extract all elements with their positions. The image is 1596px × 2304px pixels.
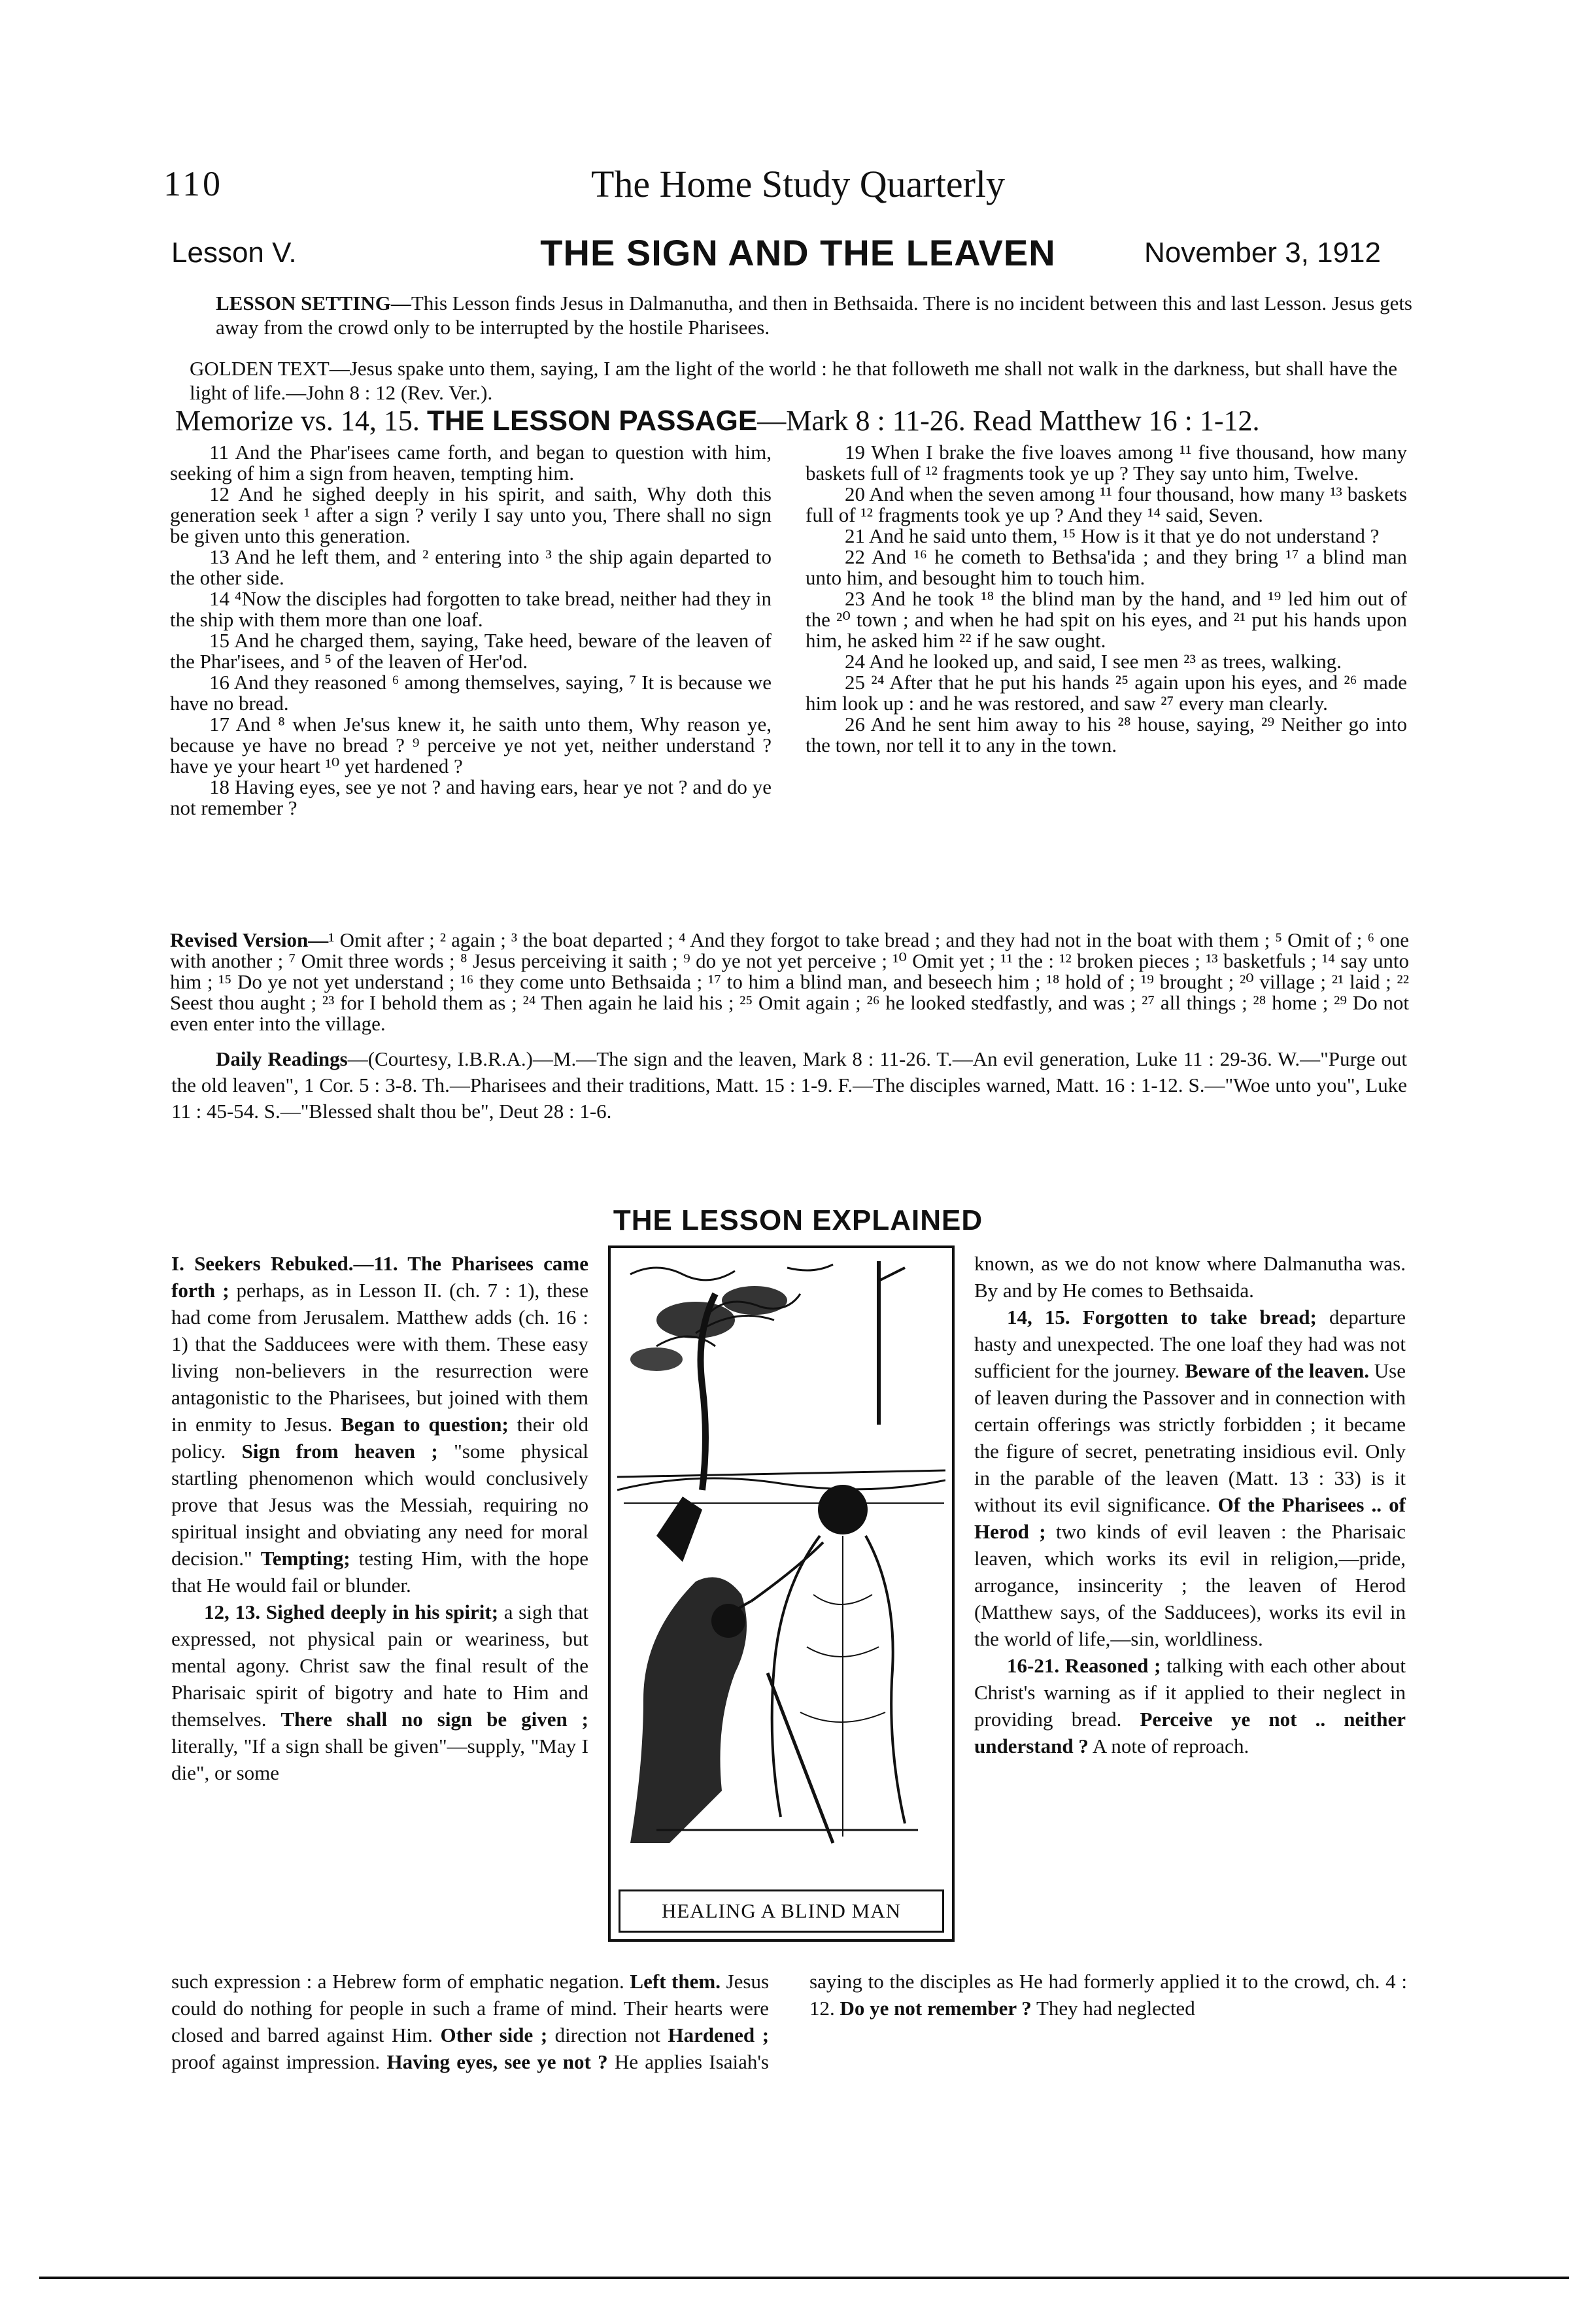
revised-version <box>170 930 1409 1034</box>
explained-text: proof against impression. <box>171 2050 387 2073</box>
golden-text-label: GOLDEN TEXT— <box>190 357 350 380</box>
verse: 11 And the Phar'isees came forth, and began to question with him, seeking of him a sign from heaven, tempting him. <box>170 441 772 484</box>
revised-version-label: Revised Version— <box>170 928 329 951</box>
footer-rule <box>39 2277 1569 2279</box>
explained-text: such expression : a Hebrew form of emphatic negation. <box>171 1970 630 1993</box>
passage-header <box>175 404 1418 437</box>
figure-caption: HEALING A BLIND MAN <box>619 1889 944 1933</box>
verse: 24 And he looked up, and said, I see men ²³ as trees, walking. <box>845 650 1342 673</box>
verse: 21 And he said unto them, ¹⁵ How is it that ye do not understand ? <box>845 524 1380 547</box>
revised-version-text: ¹ Omit after ; ² again ; ³ the boat departed ; ⁴ And they forgot to take bread ; and they had not in the boat with them ; ⁵ Omit of ; ⁶ one with another ; ⁷ Omit three words ; ⁸ Jesus perceiving it saith ; ⁹ do ye not yet perceive ; ¹⁰ Omit yet ; ¹¹ the : ¹² broken pieces ; ¹³ basketfuls ; ¹⁴ say unto him ; ¹⁵ Do ye not yet understand ; ¹⁶ they come unto Bethsaida ; ¹⁷ to him a blind man, and beseech him ; ¹⁸ hold of ; ¹⁹ brought ; ²⁰ village ; ²¹ laid ; ²² Seest thou aught ; ²³ for I behold them as ; ²⁴ Then again he laid his ; ²⁵ Omit again ; ²⁶ he looked stedfastly, and was ; ²⁷ all things ; ²⁸ home ; ²⁹ Do not even enter into the village. <box>170 928 1409 1035</box>
explained-term: Of the Pharisees .. of Herod ; <box>974 1493 1406 1543</box>
explained-text: a sigh that expressed, not physical pain or weariness, but mental agony. Christ saw the final result of the Pharisaic spirit of bigotry and hate to Him and themselves. <box>171 1601 589 1731</box>
verses-left-column <box>170 442 772 819</box>
explained-text: literally, "If a sign shall be given"—supply, "May I die", or some <box>171 1735 588 1784</box>
lesson-setting <box>216 291 1412 339</box>
explained-paragraph <box>974 1652 1406 1759</box>
explained-text: two kinds of evil leaven : the Pharisaic leaven, which works its evil in religion,—pride, arrogance, insincerity ; the leaven of Herod (Matthew says, of the Sadducees), works its evil in the world of life,—sin, worldliness. <box>974 1520 1406 1650</box>
explained-paragraph <box>171 1599 588 1786</box>
healing-blind-man-illustration <box>617 1255 945 1882</box>
explained-text: He applies Isaiah's saying to the disciples as He had formerly applied it to the crowd, ch. 4 : 12. <box>607 1970 1407 2073</box>
verse: 19 When I brake the five loaves among ¹¹ five thousand, how many baskets full of ¹² fragments took ye up ? They say unto him, Twelve. <box>806 441 1407 484</box>
explained-term: Do ye not remember ? <box>840 1997 1032 2020</box>
lesson-number: Lesson V. <box>171 237 297 269</box>
explained-term: Tempting; <box>260 1547 350 1570</box>
explained-term: Having eyes, see ye not ? <box>386 2050 608 2073</box>
illustration-figure <box>608 1245 955 1942</box>
explained-text: direction not <box>547 2024 668 2046</box>
explained-text: perhaps, as in Lesson II. (ch. 7 : 1), these had come from Jerusalem. Matthew adds (ch. 16 : 1) that the Sadducees were with them. These easy living non-believers in the resurrection were antagonistic to the Pharisees, but joined with them in enmity to Jesus. <box>171 1279 588 1436</box>
memorize-note: Memorize vs. 14, 15. <box>175 405 420 437</box>
explained-left-column <box>171 1250 588 1786</box>
explained-paragraph <box>974 1304 1406 1652</box>
verse: 23 And he took ¹⁸ the blind man by the hand, and ¹⁹ led him out of the ²⁰ town ; and when he had spit on his eyes, and ²¹ put his hands upon him, he asked him ²² if he saw ought. <box>806 587 1407 652</box>
explained-term: Sign from heaven ; <box>241 1440 438 1463</box>
explained-text: Jesus could do nothing for people in such a frame of mind. Their hearts were closed and barred against Him. <box>171 1970 770 2046</box>
page-number: 110 <box>163 164 223 203</box>
verse: 16 And they reasoned ⁶ among themselves, saying, ⁷ It is because we have no bread. <box>170 671 772 715</box>
explained-term: Began to question; <box>341 1413 509 1436</box>
verse: 15 And he charged them, saying, Take heed, beware of the leaven of the Phar'isees, and ⁵ of the leaven of Her'od. <box>170 629 772 673</box>
explained-text: their old policy. <box>171 1413 589 1463</box>
explained-term: Other side ; <box>440 2024 548 2046</box>
explained-bottom-columns <box>171 1968 1407 2075</box>
explained-text: They had neglected <box>1031 1997 1195 2020</box>
explained-term: There shall no sign be given ; <box>280 1708 589 1731</box>
explained-text: departure hasty and unexpected. The one loaf they had was not sufficient for the journey. <box>974 1306 1406 1382</box>
explained-text: testing Him, with the hope that He would fail or blunder. <box>171 1547 588 1597</box>
explained-text: "some physical startling phenomenon which would conclusively prove that Jesus was the Messiah, requiring no spiritual insight and obviating any need for moral decision." <box>171 1440 588 1570</box>
verse: 18 Having eyes, see ye not ? and having ears, hear ye not ? and do ye not remember ? <box>170 775 772 819</box>
explained-term: Left them. <box>630 1970 721 1993</box>
golden-text-body: Jesus spake unto them, saying, I am the light of the world : he that followeth me shall not walk in the darkness, but shall have the light of life.—John 8 : 12 (Rev. Ver.). <box>190 357 1398 404</box>
lesson-date: November 3, 1912 <box>1144 237 1381 269</box>
explained-text: known, as we do not know where Dalmanutha was. By and by He comes to Bethsaida. <box>974 1252 1406 1302</box>
verse: 26 And he sent him away to his ²⁸ house, saying, ²⁹ Neither go into the town, nor tell it to any in the town. <box>806 713 1407 756</box>
verse: 13 And he left them, and ² entering into ³ the ship again departed to the other side. <box>170 545 772 589</box>
passage-reference: —Mark 8 : 11-26. <box>757 405 966 437</box>
explained-term: 14, 15. Forgotten to take bread; <box>1007 1306 1317 1329</box>
lesson-explained-heading: THE LESSON EXPLAINED <box>613 1204 983 1236</box>
verse: 14 ⁴Now the disciples had forgotten to take bread, neither had they in the ship with them more than one loaf. <box>170 587 772 631</box>
explained-term: Beware of the leaven. <box>1185 1359 1369 1382</box>
lesson-setting-label: LESSON SETTING— <box>216 292 411 314</box>
running-title: The Home Study Quarterly <box>590 163 1005 205</box>
explained-right-column <box>974 1250 1406 1759</box>
explained-term: Perceive ye not .. neither understand ? <box>974 1708 1406 1757</box>
explained-text: Use of leaven during the Passover and in connection with certain offerings was strictly forbidden ; it became the figure of secret, penetrating insidious evil. Only in the parable of the leaven (Matt. 13 : 33) is it without its evil significance. <box>974 1359 1406 1516</box>
lesson-setting-text: This Lesson finds Jesus in Dalmanutha, and then in Bethsaida. There is no incident between this and last Lesson. Jesus gets away from the crowd only to be interrupted by the hostile Pharisees. <box>216 292 1413 339</box>
golden-text <box>190 356 1412 405</box>
verse: 12 And he sighed deeply in his spirit, and saith, Why doth this generation seek ¹ after a sign ? verily I say unto you, There shall no sign be given unto this generation. <box>170 483 772 547</box>
lesson-title: THE SIGN AND THE LEAVEN <box>540 232 1056 273</box>
explained-term: 12, 13. Sighed deeply in his spirit; <box>204 1601 499 1623</box>
explained-term: 16-21. Reasoned ; <box>1007 1654 1161 1677</box>
verse: 25 ²⁴ After that he put his hands ²⁵ again upon his eyes, and ²⁶ made him look up : and he was restored, and saw ²⁷ every man clearly. <box>806 671 1407 715</box>
daily-readings-label: Daily Readings <box>216 1047 348 1070</box>
verses-right-column <box>806 442 1407 756</box>
passage-title: THE LESSON PASSAGE <box>426 405 758 437</box>
explained-text: A note of reproach. <box>1088 1735 1249 1757</box>
daily-readings <box>171 1046 1407 1125</box>
explained-term: Hardened ; <box>668 2024 770 2046</box>
read-note: Read Matthew 16 : 1-12. <box>972 405 1260 437</box>
daily-readings-text: —(Courtesy, I.B.R.A.)—M.—The sign and the leaven, Mark 8 : 11-26. T.—An evil generation, Luke 11 : 29-36. W.—"Purge out the old leaven", 1 Cor. 5 : 3-8. Th.—Pharisees and their traditions, Matt. 15 : 1-9. F.—The disciples warned, Matt. 16 : 1-12. S.—"Woe unto you", Luke 11 : 45-54. S.—"Blessed shalt thou be", Deut 28 : 1-6. <box>171 1047 1407 1123</box>
explained-term: I. Seekers Rebuked.—11. The Pharisees came forth ; <box>171 1252 588 1302</box>
verse: 20 And when the seven among ¹¹ four thousand, how many ¹³ baskets full of ¹² fragments took ye up ? And they ¹⁴ said, Seven. <box>806 483 1407 526</box>
verse: 17 And ⁸ when Je'sus knew it, he saith unto them, Why reason ye, because ye have no bread ? ⁹ perceive ye not yet, neither understand ? have ye your heart ¹⁰ yet hardened ? <box>170 713 772 777</box>
explained-bottom-section <box>171 1968 1407 2075</box>
verse: 22 And ¹⁶ he cometh to Bethsa'ida ; and they bring ¹⁷ a blind man unto him, and besought him to touch him. <box>806 545 1407 589</box>
explained-text: talking with each other about Christ's warning as if it applied to their neglect in providing bread. <box>974 1654 1406 1731</box>
